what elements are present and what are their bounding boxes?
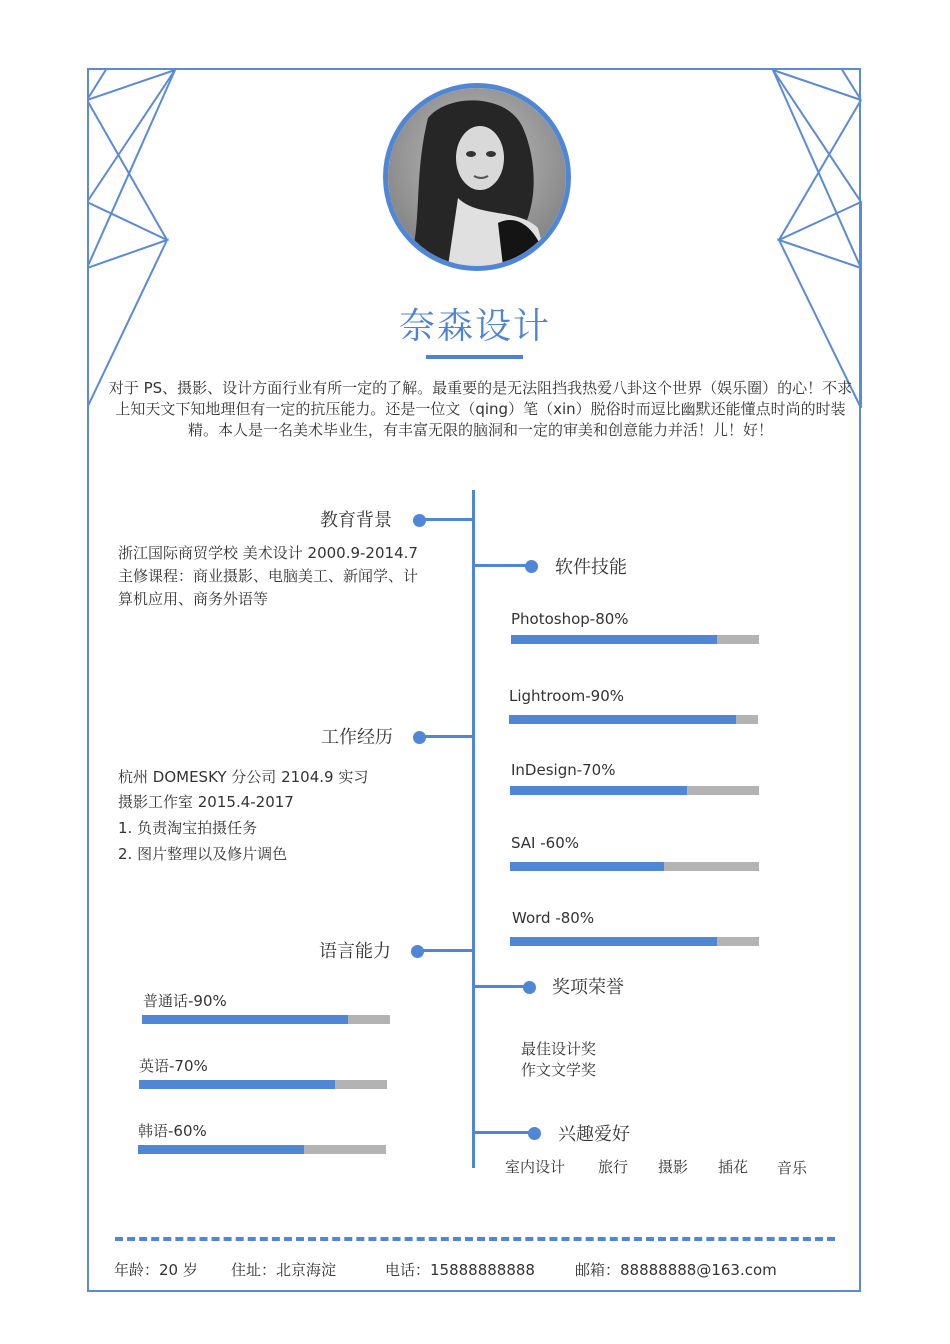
skill-bar: [510, 862, 759, 871]
title-underline: [426, 355, 523, 359]
avatar: [383, 83, 571, 271]
education-connector: [420, 518, 473, 521]
work-line: 摄影工作室 2015.4-2017: [118, 793, 294, 811]
language-bar: [142, 1015, 390, 1024]
work-connector: [420, 735, 473, 738]
work-line: 1. 负责淘宝拍摄任务: [118, 819, 258, 837]
page-title: 奈森设计: [398, 306, 551, 347]
skill-bar: [510, 786, 759, 795]
skill-label: SAI -60%: [511, 834, 580, 852]
skills-title: 软件技能: [555, 557, 627, 578]
awards-connector: [475, 985, 530, 988]
left-geometric-decoration: [87, 68, 177, 418]
hobbies-dot: [528, 1127, 541, 1140]
language-label: 英语-70%: [139, 1057, 208, 1075]
hobbies-title: 兴趣爱好: [558, 1124, 630, 1145]
education-line: 算机应用、商务外语等: [118, 590, 269, 608]
language-bar: [139, 1080, 387, 1089]
education-line: 主修课程：商业摄影、电脑美工、新闻学、计: [118, 567, 419, 585]
footer-divider: [115, 1237, 835, 1241]
work-title: 工作经历: [321, 727, 393, 748]
skill-bar: [511, 635, 759, 644]
skill-bar: [509, 715, 758, 724]
hobby-item: 室内设计: [505, 1158, 566, 1176]
skill-bar: [510, 937, 759, 946]
hobby-item: 旅行: [598, 1158, 629, 1176]
footer-phone: 电话：15888888888: [385, 1261, 535, 1279]
hobby-item: 插花: [718, 1158, 749, 1176]
skill-label: Lightroom-90%: [509, 687, 624, 705]
skill-label: Word -80%: [512, 909, 595, 927]
footer-age: 年龄：20 岁: [114, 1261, 198, 1279]
timeline-axis: [472, 490, 475, 1168]
awards-dot: [523, 981, 536, 994]
hobby-item: 音乐: [777, 1159, 808, 1177]
language-label: 普通话-90%: [143, 992, 227, 1010]
awards-title: 奖项荣誉: [552, 977, 624, 998]
language-connector: [418, 949, 473, 952]
right-geometric-decoration: [771, 68, 863, 418]
work-line: 2. 图片整理以及修片调色: [118, 845, 288, 863]
work-line: 杭州 DOMESKY 分公司 2104.9 实习: [118, 768, 369, 786]
skills-dot: [525, 560, 538, 573]
skill-label: Photoshop-80%: [511, 610, 629, 628]
award-item: 作文文学奖: [521, 1061, 597, 1079]
hobbies-connector: [475, 1131, 535, 1134]
skills-connector: [475, 564, 530, 567]
footer-email: 邮箱：88888888@163.com: [575, 1261, 777, 1279]
language-title: 语言能力: [319, 941, 391, 962]
skill-label: InDesign-70%: [511, 761, 616, 779]
education-title: 教育背景: [320, 510, 392, 531]
award-item: 最佳设计奖: [521, 1040, 597, 1058]
education-line: 浙江国际商贸学校 美术设计 2000.9-2014.7: [118, 544, 418, 562]
self-introduction: 对于 PS、摄影、设计方面行业有所一定的了解。最重要的是无法阻挡我热爱八卦这个世界（娱乐圈）的心！不求上知天文下知地理但有一定的抗压能力。还是一位文（qing）笔（xin）脱俗时而逗比幽默还能懂点时尚的时装精。本人是一名美术毕业生，有丰富无限的脑洞和一定的审美和创意能力并活！儿！好！: [108, 379, 853, 439]
hobby-item: 摄影: [658, 1158, 689, 1176]
language-bar: [138, 1145, 386, 1154]
footer-address: 住址：北京海淀: [231, 1261, 337, 1279]
language-label: 韩语-60%: [138, 1122, 207, 1140]
portrait-photo: [388, 88, 566, 266]
